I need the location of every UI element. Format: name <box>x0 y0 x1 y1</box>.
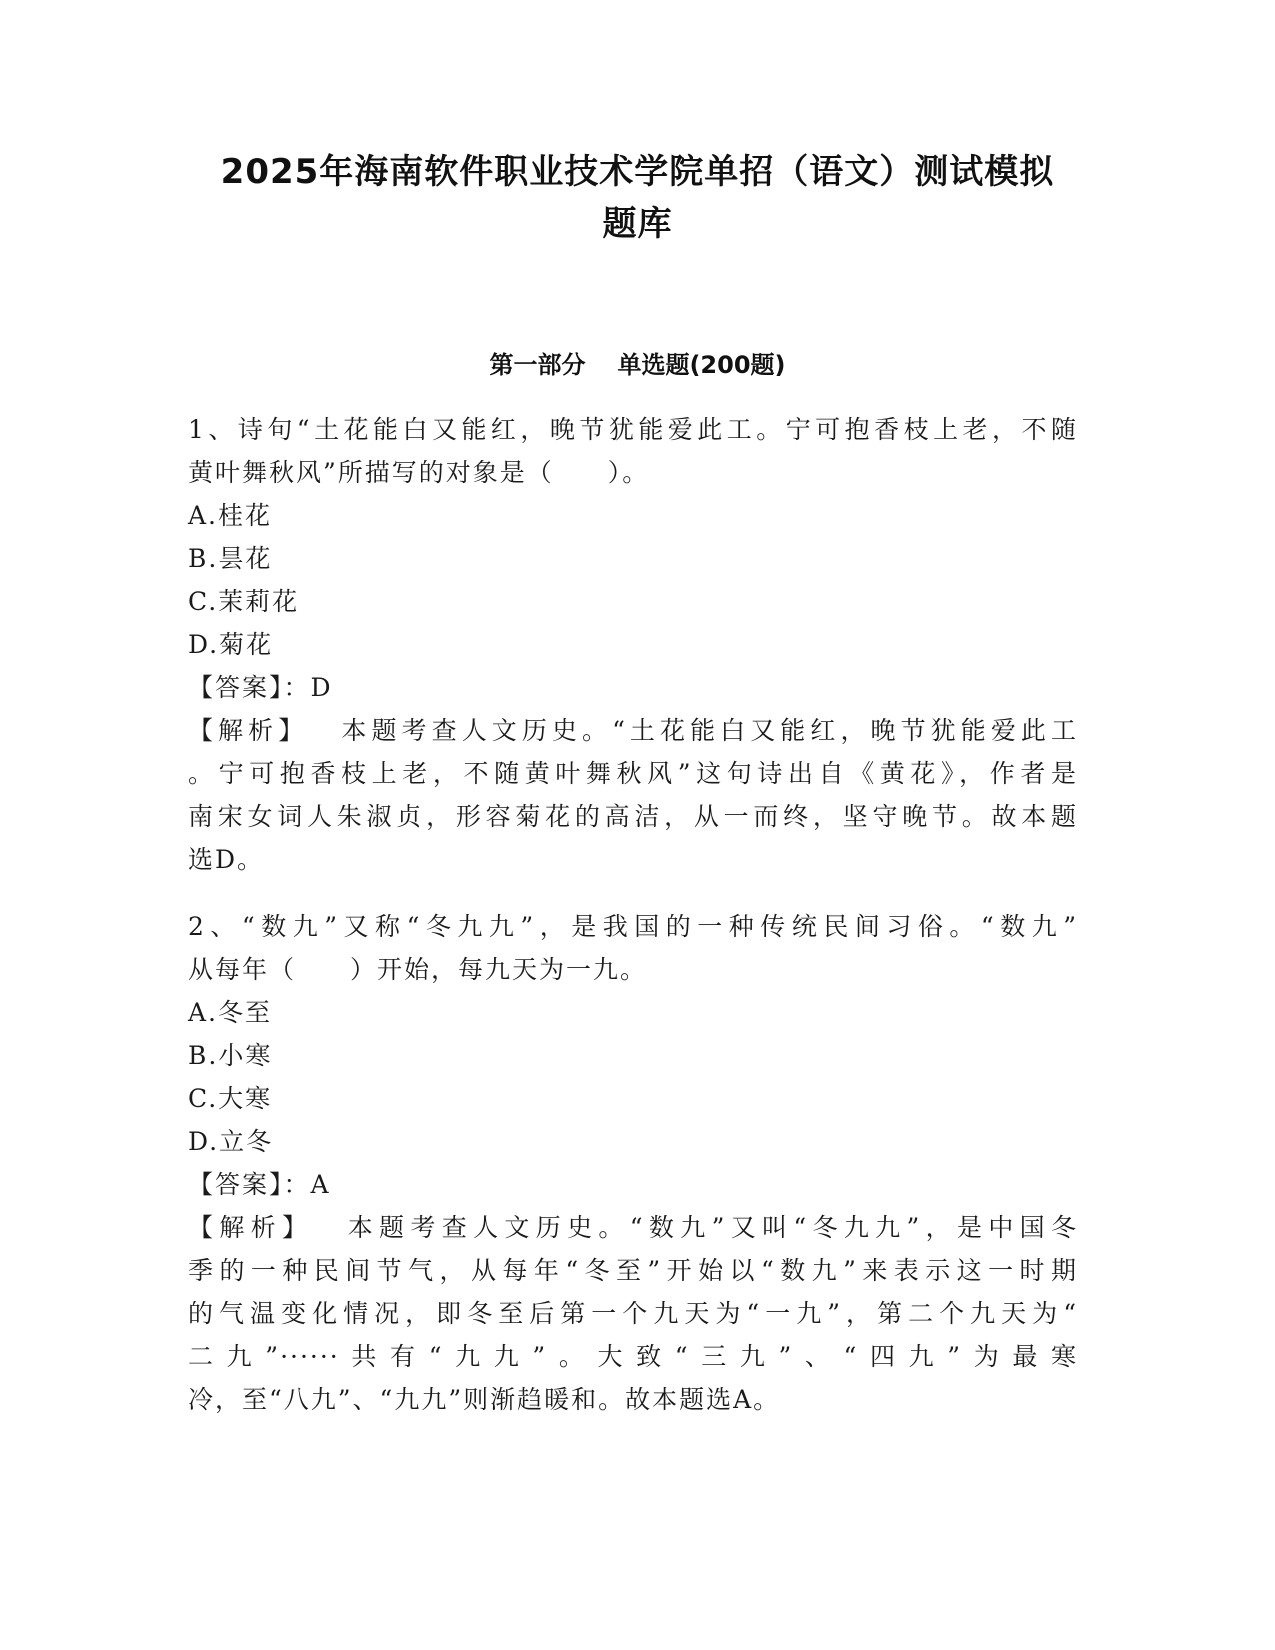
answer-value: A <box>310 1170 331 1199</box>
section-heading <box>180 348 1095 382</box>
analysis-label: 【解析】 <box>188 1213 314 1242</box>
question-1-analysis <box>188 709 1078 881</box>
answer-label: 【答案】： <box>188 1170 311 1199</box>
analysis-line: 选D。 <box>188 845 265 874</box>
question-1-stem-line: 1、诗句“土花能白又能红，晚节犹能爱此工。宁可抱香枝上老，不随 <box>188 415 1078 444</box>
answer-value: D <box>310 673 333 702</box>
document-title <box>180 146 1095 250</box>
analysis-line: 的气温变化情况，即冬至后第一个九天为“一九”，第二个九天为“ <box>188 1299 1078 1328</box>
analysis-line: 季的一种民间节气，从每年“冬至”开始以“数九”来表示这一时期 <box>188 1256 1078 1285</box>
analysis-line: 。宁可抱香枝上老，不随黄叶舞秋风”这句诗出自《黄花》，作者是 <box>188 759 1078 788</box>
question-1-option-d: D.菊花 <box>188 630 274 659</box>
analysis-line <box>188 709 1078 752</box>
analysis-line: 南宋女词人朱淑贞，形容菊花的高洁，从一而终，坚守晚节。故本题 <box>188 802 1078 831</box>
analysis-label: 【解析】 <box>188 716 309 745</box>
analysis-line: 二九”······共有“九九”。大致“三九”、“四九”为最寒 <box>188 1342 1078 1371</box>
analysis-text: 本题考查人文历史。“土花能白又能红，晚节犹能爱此工 <box>338 716 1078 745</box>
question-2-analysis <box>188 1206 1078 1421</box>
question-2-stem <box>188 905 1078 991</box>
question-2-option-c: C.大寒 <box>188 1084 273 1113</box>
analysis-text: 本题考查人文历史。“数九”又叫“冬九九”，是中国冬 <box>343 1213 1078 1242</box>
question-2-option-b: B.小寒 <box>188 1041 273 1070</box>
question-2-stem-line: 从每年（ ）开始，每九天为一九。 <box>188 955 648 984</box>
section-heading-part: 第一部分 <box>489 351 586 379</box>
question-2-option-d: D.立冬 <box>188 1127 274 1156</box>
question-2-answer <box>188 1163 1078 1206</box>
question-1-stem-line: 黄叶舞秋风”所描写的对象是（ ）。 <box>188 458 650 487</box>
document-title-line-1: 2025年海南软件职业技术学院单招（语文）测试模拟 <box>220 152 1055 192</box>
answer-label: 【答案】： <box>188 673 311 702</box>
analysis-line: 冷，至“八九”、“九九”则渐趋暖和。故本题选A。 <box>188 1385 781 1414</box>
question-1 <box>188 408 1078 881</box>
document-title-line-2: 题库 <box>602 204 673 244</box>
question-1-answer <box>188 666 1078 709</box>
question-1-stem <box>188 408 1078 494</box>
question-2-stem-line: 2、“数九”又称“冬九九”，是我国的一种传统民间习俗。“数九” <box>188 912 1078 941</box>
question-1-option-a: A.桂花 <box>188 501 273 530</box>
question-2-option-a: A.冬至 <box>188 998 273 1027</box>
analysis-line <box>188 1206 1078 1249</box>
question-1-option-b: B.昙花 <box>188 544 273 573</box>
question-2 <box>188 905 1078 1421</box>
section-heading-label: 单选题(200题) <box>617 351 786 379</box>
question-1-option-c: C.茉莉花 <box>188 587 300 616</box>
